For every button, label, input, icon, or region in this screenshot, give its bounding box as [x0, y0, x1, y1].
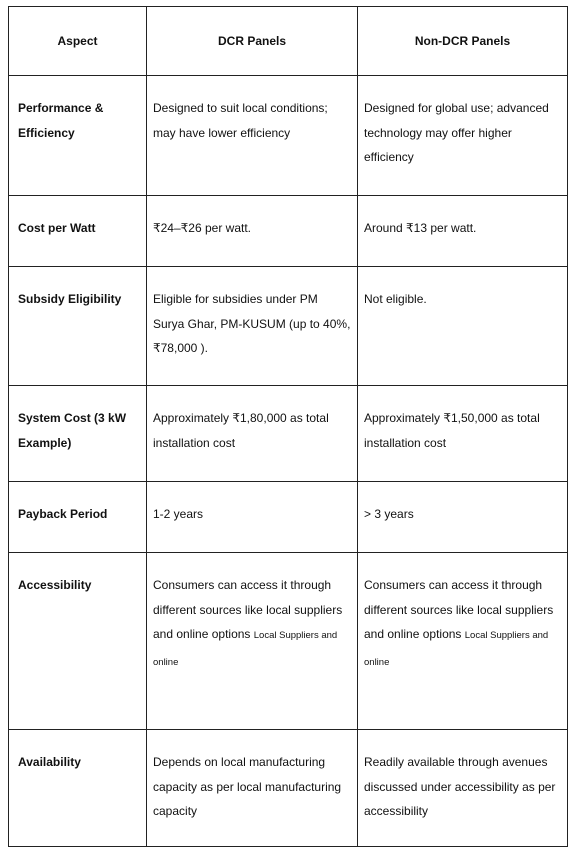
header-aspect: Aspect — [9, 7, 147, 76]
row-aspect — [9, 482, 147, 553]
row-aspect — [9, 267, 147, 386]
table-row — [9, 76, 568, 196]
row-dcr — [147, 386, 358, 482]
row-non-dcr — [358, 196, 568, 267]
row-aspect-text: Payback Period — [18, 507, 108, 521]
row-dcr-small: Local Suppliers and online — [153, 630, 338, 668]
table-row — [9, 267, 568, 386]
row-non-dcr-text — [364, 553, 561, 675]
row-non-dcr-main: Consumers can access it through different sources like local suppliers and online options — [364, 578, 554, 641]
row-dcr-text: 1-2 years — [153, 507, 204, 521]
header-non-dcr-panels: Non-DCR Panels — [358, 7, 568, 76]
row-non-dcr — [358, 76, 568, 196]
row-dcr — [147, 730, 358, 847]
row-non-dcr — [358, 267, 568, 386]
row-non-dcr — [358, 482, 568, 553]
comparison-table — [8, 6, 568, 847]
row-dcr-text: Depends on local manufacturing capacity as per local manufacturing capacity — [153, 755, 342, 818]
row-dcr — [147, 196, 358, 267]
row-dcr-text: Eligible for subsidies under PM Surya Ghar, PM-KUSUM (up to 40%, ₹78,000 ). — [153, 292, 351, 355]
table-row — [9, 482, 568, 553]
row-dcr-text: ₹24–₹26 per watt. — [153, 221, 251, 235]
table-row — [9, 196, 568, 267]
row-dcr — [147, 267, 358, 386]
row-dcr — [147, 553, 358, 730]
row-dcr — [147, 76, 358, 196]
row-non-dcr — [358, 553, 568, 730]
row-aspect-text: System Cost (3 kW Example) — [18, 411, 127, 450]
row-dcr-text: Approximately ₹1,80,000 as total installation cost — [153, 411, 329, 450]
row-non-dcr-text: Approximately ₹1,50,000 as total installation cost — [364, 411, 540, 450]
row-dcr-text: Designed to suit local conditions; may have lower efficiency — [153, 101, 328, 140]
row-aspect — [9, 386, 147, 482]
row-non-dcr-text: Designed for global use; advanced technology may offer higher efficiency — [364, 101, 549, 164]
row-dcr — [147, 482, 358, 553]
header-dcr-panels: DCR Panels — [147, 7, 358, 76]
row-aspect — [9, 196, 147, 267]
row-aspect-text: Subsidy Eligibility — [18, 292, 122, 306]
header-row — [9, 7, 568, 76]
row-non-dcr — [358, 730, 568, 847]
row-non-dcr-text: Around ₹13 per watt. — [364, 221, 477, 235]
row-dcr-text — [153, 553, 351, 675]
row-non-dcr-small: Local Suppliers and online — [364, 630, 549, 668]
row-non-dcr-text: Not eligible. — [364, 292, 427, 306]
row-aspect-text: Accessibility — [18, 578, 92, 592]
row-dcr-main: Consumers can access it through different sources like local suppliers and online options — [153, 578, 343, 641]
row-aspect — [9, 553, 147, 730]
row-aspect-text: Cost per Watt — [18, 221, 96, 235]
row-aspect — [9, 730, 147, 847]
table-row — [9, 730, 568, 847]
row-non-dcr-text: > 3 years — [364, 507, 414, 521]
row-aspect-text: Performance & Efficiency — [18, 101, 104, 140]
row-aspect-text: Availability — [18, 755, 81, 769]
row-aspect — [9, 76, 147, 196]
row-non-dcr — [358, 386, 568, 482]
row-non-dcr-text: Readily available through avenues discussed under accessibility as per accessibility — [364, 755, 556, 818]
table-row — [9, 386, 568, 482]
table-row — [9, 553, 568, 730]
